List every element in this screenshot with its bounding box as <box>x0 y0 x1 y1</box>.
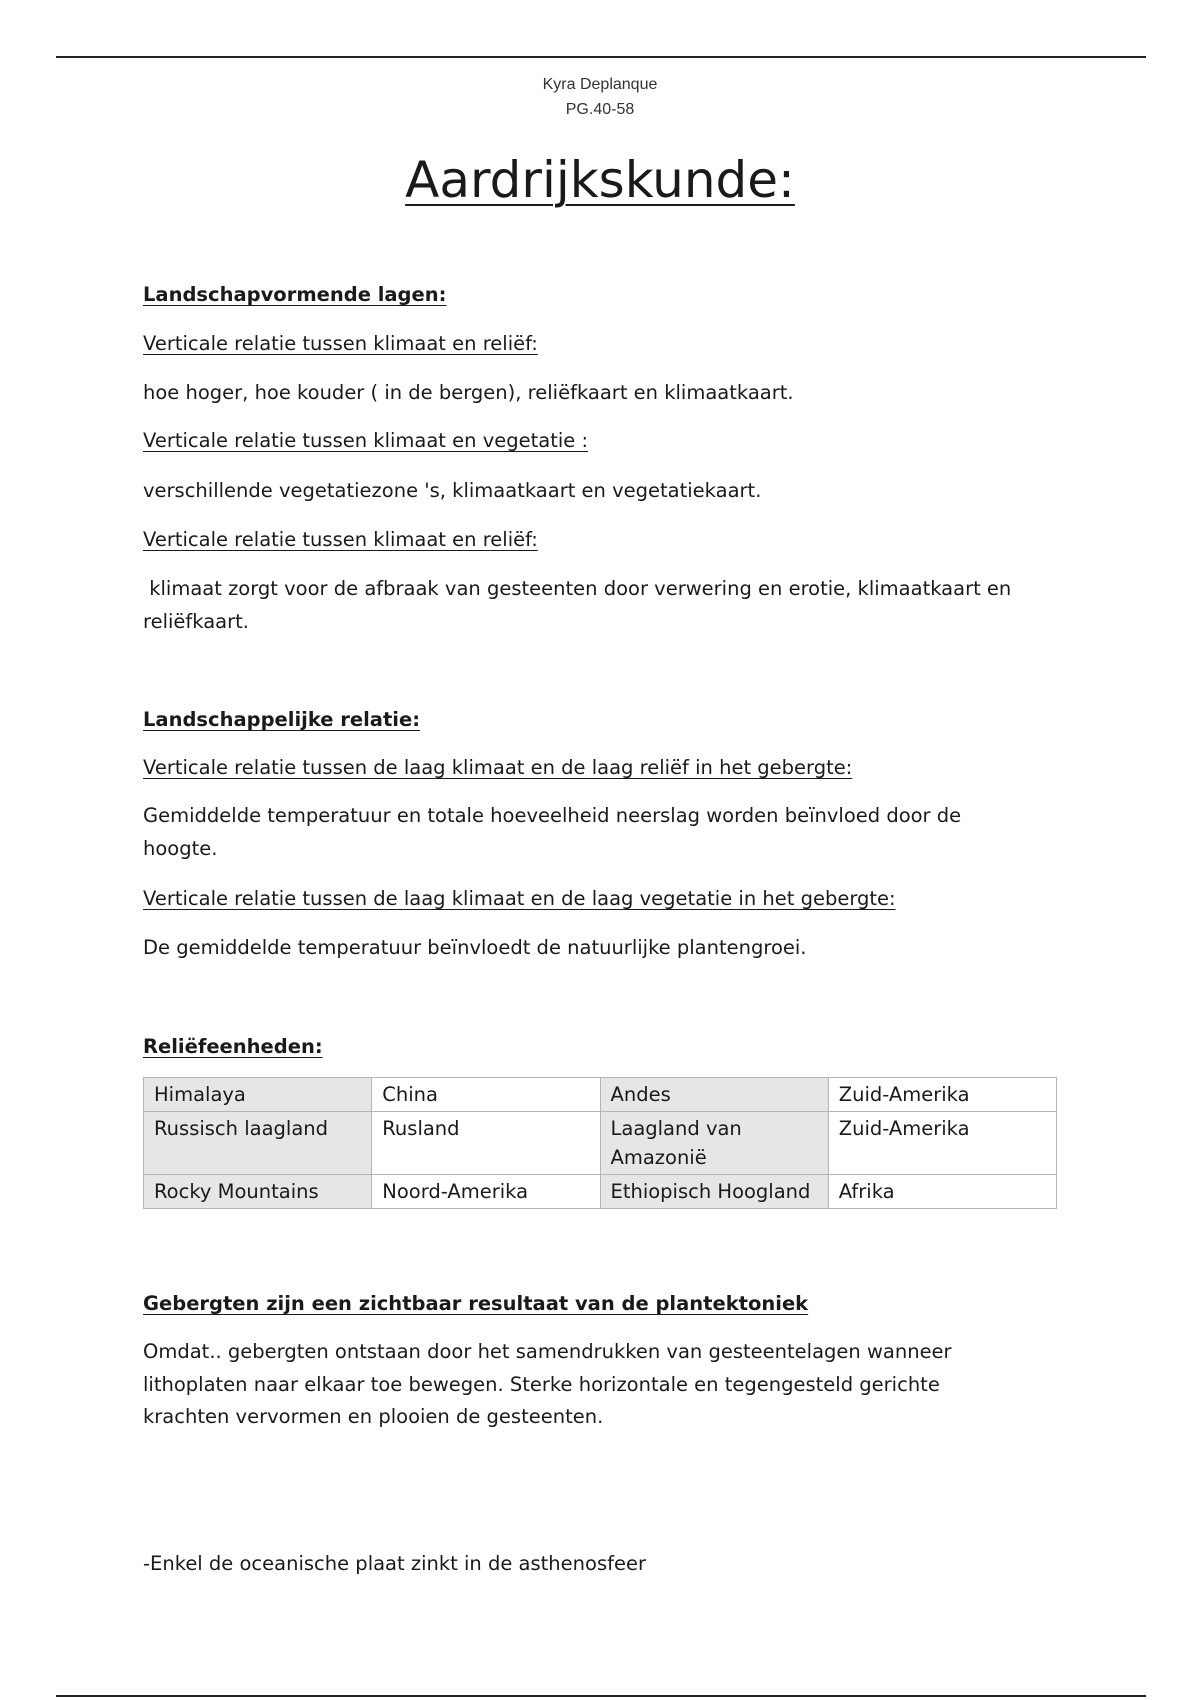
relation-label: Verticale relatie tussen de laag klimaat en de laag vegetatie in het gebergte: <box>143 887 896 910</box>
table-cell: Laagland van Amazonië <box>600 1112 828 1175</box>
note-text: -Enkel de oceanische plaat zinkt in de asthenosfeer <box>143 1552 646 1575</box>
table-cell: China <box>372 1078 600 1112</box>
table-cell: Himalaya <box>144 1078 372 1112</box>
page-title <box>0 150 1200 210</box>
title-text: Aardrijkskunde: <box>405 151 795 209</box>
author-name: Kyra Deplanque <box>542 76 658 93</box>
relation-label: Verticale relatie tussen klimaat en vegetatie : <box>143 429 589 452</box>
table-cell: Andes <box>600 1078 828 1112</box>
table-row <box>144 1078 1057 1112</box>
bottom-rule <box>56 1695 1146 1697</box>
relation-text: hoe hoger, hoe kouder ( in de bergen), reliëfkaart en klimaatkaart. <box>143 381 794 404</box>
relation-text: klimaat zorgt voor de afbraak van gesteenten door verwering en erotie, klimaatkaart en reliëfkaart. <box>143 577 1018 633</box>
table-cell: Zuid-Amerika <box>828 1112 1056 1175</box>
relation-text: De gemiddelde temperatuur beïnvloedt de natuurlijke plantengroei. <box>143 936 807 959</box>
section-heading-reliefeenheden: Reliëfeenheden: <box>143 1035 323 1058</box>
table-cell: Russisch laagland <box>144 1112 372 1175</box>
relation-text: verschillende vegetatiezone 's, klimaatkaart en vegetatiekaart. <box>143 479 762 502</box>
section-heading-landschapvormende: Landschapvormende lagen: <box>143 283 447 306</box>
table-cell: Ethiopisch Hoogland <box>600 1175 828 1209</box>
gebergten-text: Omdat.. gebergten ontstaan door het samendrukken van gesteentelagen wanneer lithoplaten naar elkaar toe bewegen. Sterke horizontale en tegengesteld gerichte krachten vervormen en plooien de gesteenten. <box>143 1340 952 1428</box>
relation-text: Gemiddelde temperatuur en totale hoeveelheid neerslag worden beïnvloed door de hoogte. <box>143 804 962 860</box>
table-cell: Afrika <box>828 1175 1056 1209</box>
relation-label: Verticale relatie tussen klimaat en reliëf: <box>143 528 538 551</box>
relief-table <box>143 1077 1057 1209</box>
table-cell: Noord-Amerika <box>372 1175 600 1209</box>
relation-label: Verticale relatie tussen klimaat en reliëf: <box>143 332 538 355</box>
table-row <box>144 1175 1057 1209</box>
relation-label: Verticale relatie tussen de laag klimaat en de laag reliëf in het gebergte: <box>143 756 853 779</box>
section-heading-gebergten: Gebergten zijn een zichtbaar resultaat van de plantektoniek <box>143 1292 809 1315</box>
table-row <box>144 1112 1057 1175</box>
table-cell: Zuid-Amerika <box>828 1078 1056 1112</box>
page-range: PG.40-58 <box>565 101 635 118</box>
top-rule <box>56 56 1146 58</box>
table-cell: Rusland <box>372 1112 600 1175</box>
section-heading-landschappelijke: Landschappelijke relatie: <box>143 708 420 731</box>
table-cell: Rocky Mountains <box>144 1175 372 1209</box>
page-header <box>0 72 1200 122</box>
